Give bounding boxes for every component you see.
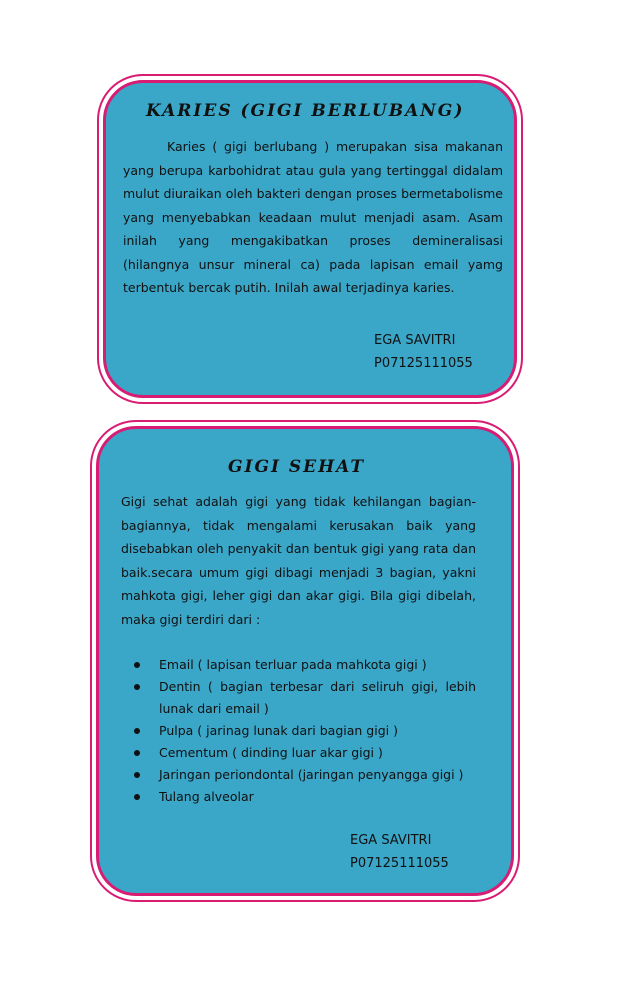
list-item-text: Tulang alveolar xyxy=(159,789,254,804)
karies-card-title: KARIES (GIGI BERLUBANG) xyxy=(146,101,465,121)
bullet-icon xyxy=(134,684,140,690)
tooth-parts-list xyxy=(130,654,476,808)
bullet-icon xyxy=(134,794,140,800)
bullet-icon xyxy=(134,728,140,734)
list-item xyxy=(130,654,476,676)
list-item xyxy=(130,786,476,808)
list-item-text: Jaringan periondontal (jaringan penyangga gigi ) xyxy=(159,767,464,782)
list-item-text: Dentin ( bagian terbesar dari seliruh gigi, lebih lunak dari email ) xyxy=(159,679,476,716)
signature-id: P07125111055 xyxy=(350,856,449,871)
list-item-text: Pulpa ( jarinag lunak dari bagian gigi ) xyxy=(159,723,398,738)
gigi-sehat-card-title: GIGI SEHAT xyxy=(228,457,366,477)
list-item xyxy=(130,764,476,786)
gigi-sehat-card-paragraph: Gigi sehat adalah gigi yang tidak kehilangan bagian-bagiannya, tidak mengalami kerusakan baik yang disebabkan oleh penyakit dan bentuk gigi yang rata dan baik.secara umum gigi dibagi menjadi 3 bagian, yakni mahkota gigi, leher gigi dan akar gigi. Bila gigi dibelah, maka gigi terdiri dari : xyxy=(121,494,476,627)
list-item-text: Cementum ( dinding luar akar gigi ) xyxy=(159,745,383,760)
karies-card-signature xyxy=(374,329,473,375)
bullet-icon xyxy=(134,750,140,756)
signature-id: P07125111055 xyxy=(374,356,473,371)
signature-name: EGA SAVITRI xyxy=(374,333,456,348)
bullet-icon xyxy=(134,662,140,668)
list-item xyxy=(130,742,476,764)
gigi-sehat-card-signature xyxy=(350,829,449,875)
signature-name: EGA SAVITRI xyxy=(350,833,432,848)
karies-card-paragraph: Karies ( gigi berlubang ) merupakan sisa makanan yang berupa karbohidrat atau gula yang tertinggal didalam mulut diuraikan oleh bakteri dengan proses bermetabolisme yang menyebabkan keadaan mulut menjadi asam. Asam inilah yang mengakibatkan proses demineralisasi (hilangnya unsur mineral ca) pada lapisan email yamg terbentuk bercak putih. Inilah awal terjadinya karies. xyxy=(123,139,503,295)
list-item-text: Email ( lapisan terluar pada mahkota gigi ) xyxy=(159,657,427,672)
bullet-icon xyxy=(134,772,140,778)
list-item xyxy=(130,720,476,742)
list-item xyxy=(130,676,476,720)
